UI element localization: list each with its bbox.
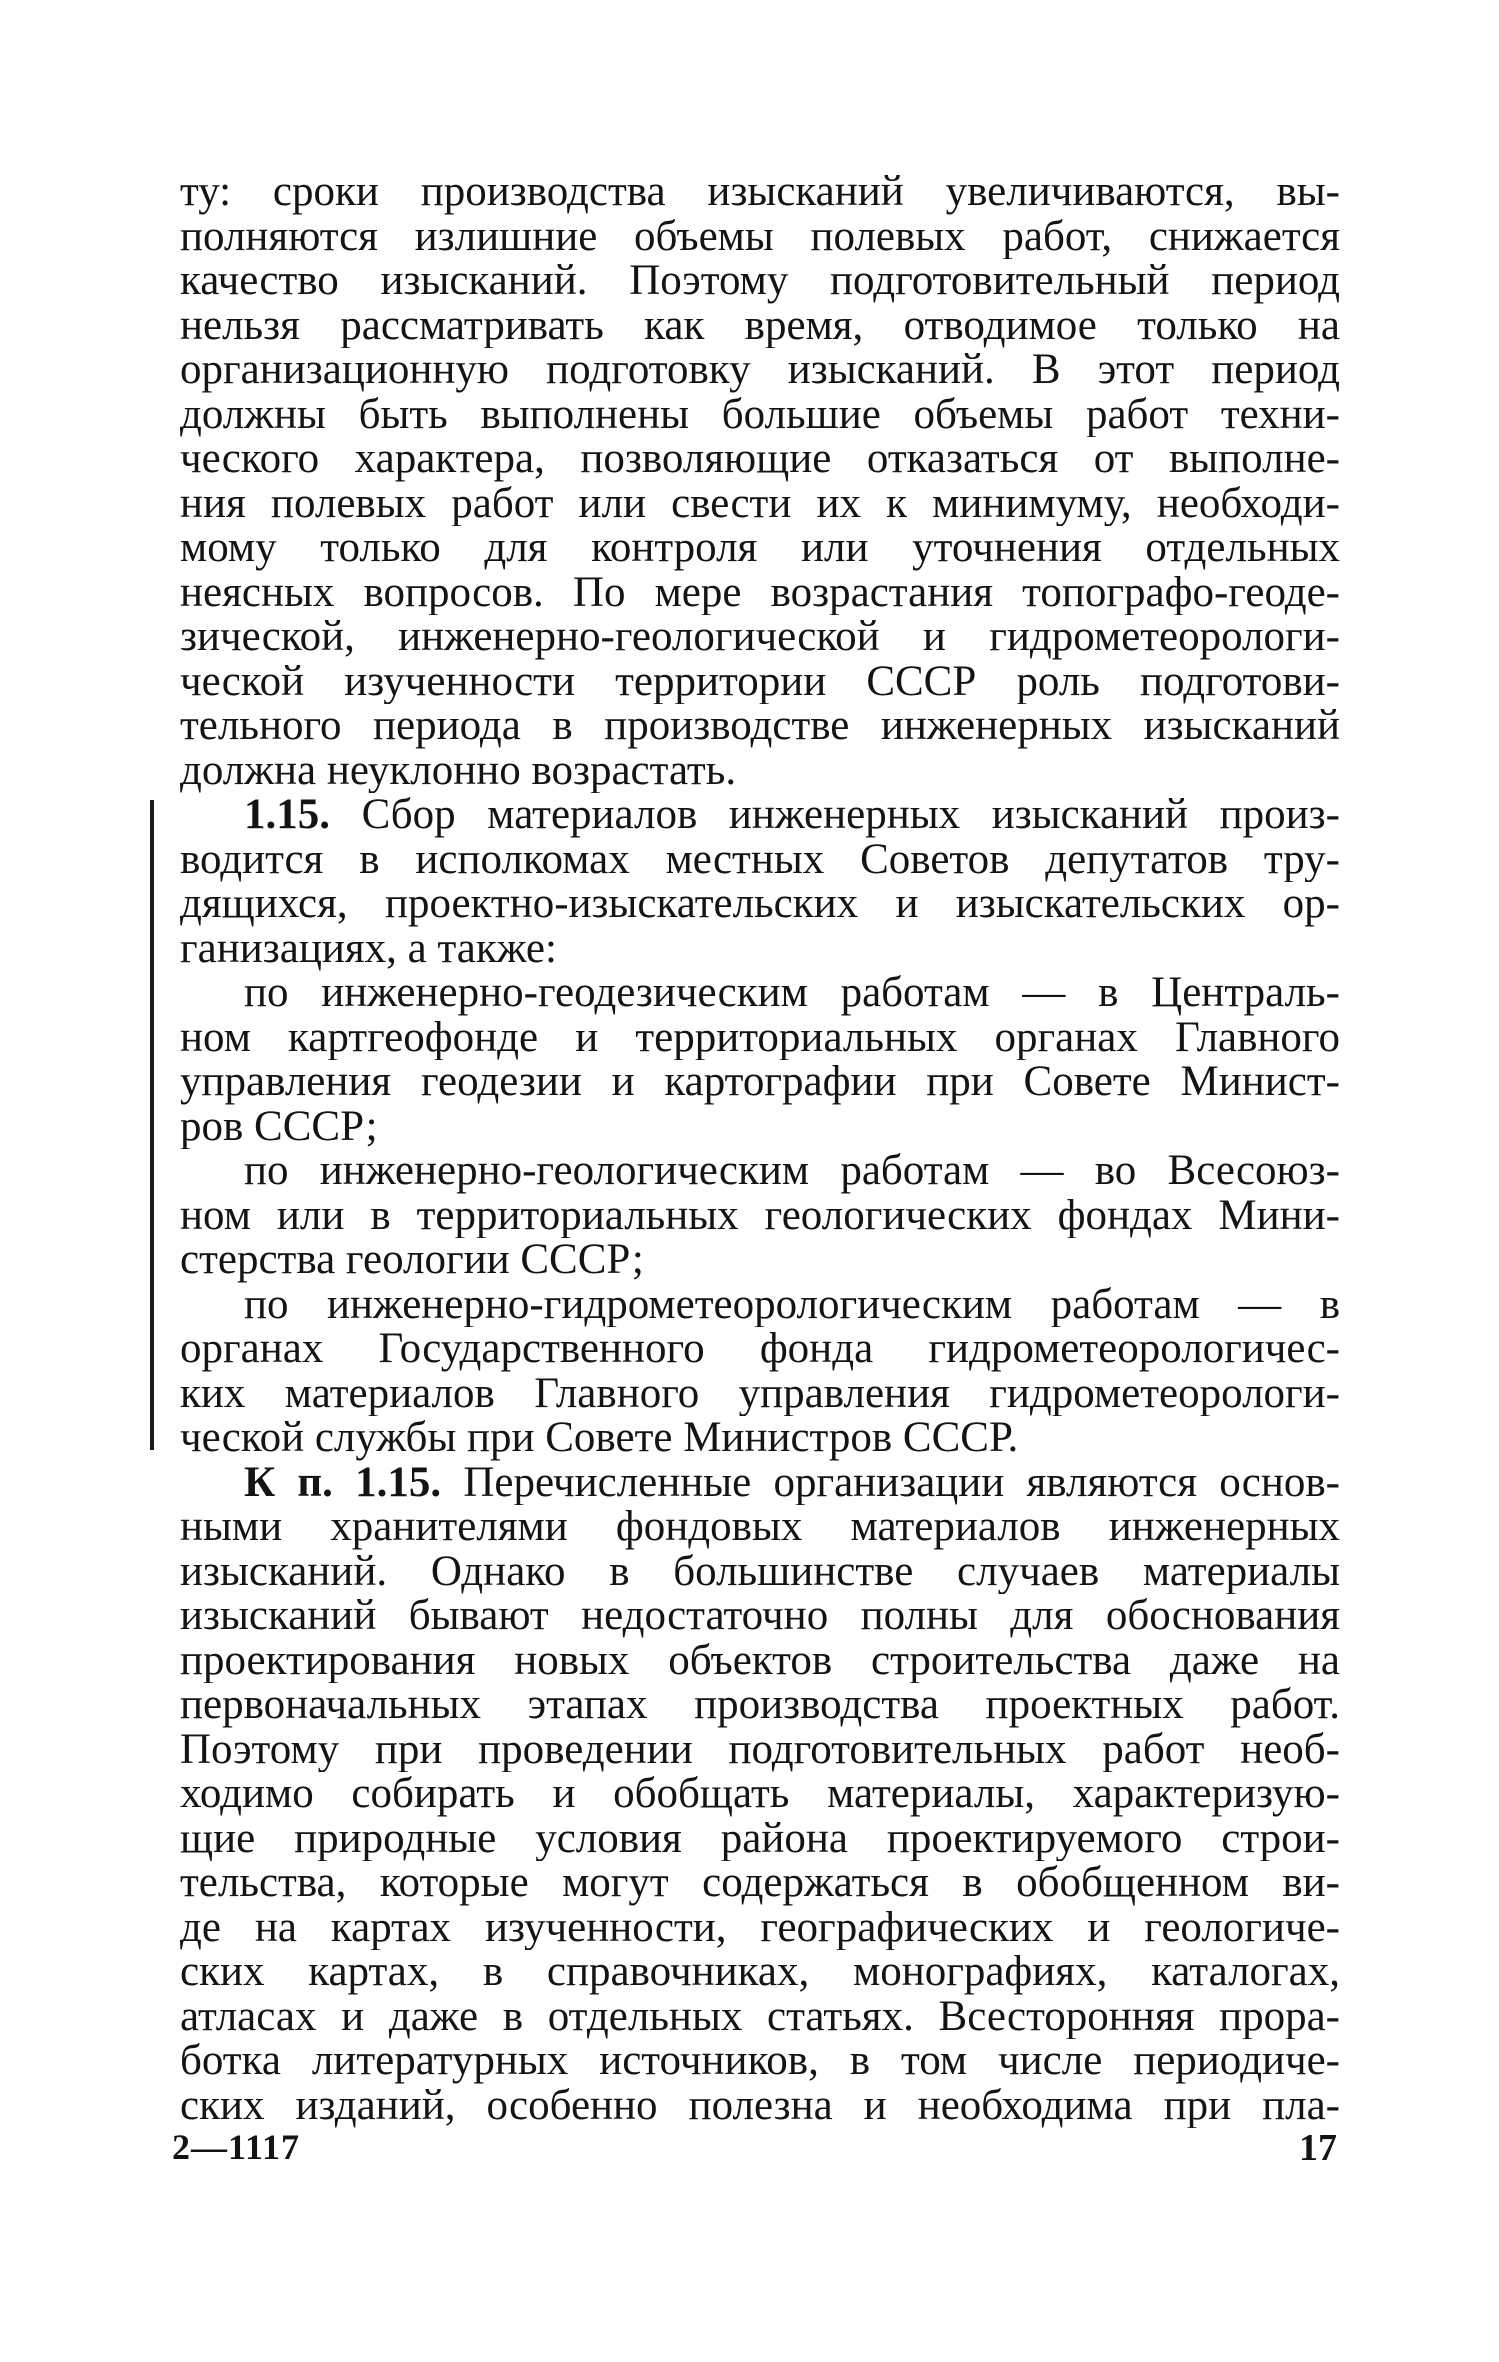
text-line: ными хранителями фондовых материалов инженерных	[180, 1505, 1340, 1550]
text-line: ния полевых работ или свести их к минимуму, необходи-	[180, 481, 1340, 526]
section-text: Сбор материалов инженерных изысканий произ-	[330, 793, 1340, 838]
text-line: первоначальных этапах производства проектных работ.	[180, 1683, 1340, 1728]
text-line: мому только для контроля или уточнения отдельных	[180, 526, 1340, 571]
list-item-hydromet: по инженерно-гидрометеорологическим работам — в	[244, 1282, 1340, 1327]
text-line: должна неуклонно возрастать.	[180, 748, 737, 793]
text-line: ходимо собирать и обобщать материалы, характеризую-	[180, 1772, 1340, 1817]
text-line: проектирования новых объектов строительства даже на	[180, 1638, 1340, 1683]
text-line: управления геодезии и картографии при Совете Минист-	[180, 1060, 1340, 1105]
text-line: ном картгеофонде и территориальных органах Главного	[180, 1015, 1340, 1060]
text-line: щие природные условия района проектируемого строи-	[180, 1816, 1340, 1861]
margin-change-bar	[150, 800, 154, 1450]
text-line: зической, инженерно-геологической и гидрометеорологи-	[180, 615, 1340, 660]
page-number: 17	[1299, 2127, 1337, 2169]
commentary-first-line	[180, 1461, 1340, 1506]
text-line: ческой изученности территории СССР роль подготови-	[180, 659, 1340, 704]
text-line: Поэтому при проведении подготовительных работ необ-	[180, 1727, 1340, 1772]
text-line: ту: сроки производства изысканий увеличиваются, вы-	[180, 170, 1340, 215]
text-line: ганизациях, а также:	[180, 926, 557, 971]
text-line: должны быть выполнены большие объемы работ техни-	[180, 392, 1340, 437]
text-line: органах Государственного фонда гидрометеорологичес-	[180, 1327, 1340, 1372]
list-item-geodetic: по инженерно-геодезическим работам — в Централь-	[244, 971, 1340, 1016]
text-line: дящихся, проектно-изыскательских и изыскательских ор-	[180, 882, 1340, 927]
text-line: ских изданий, особенно полезна и необходима при пла-	[180, 2083, 1340, 2128]
text-line: атласах и даже в отдельных статьях. Всесторонняя прора-	[180, 1994, 1340, 2039]
text-line: водится в исполкомах местных Советов депутатов тру-	[180, 837, 1340, 882]
printer-signature: 2—1117	[172, 2127, 301, 2167]
section-1-15-first-line	[180, 793, 1340, 838]
text-line: ческого характера, позволяющие отказаться от выполне-	[180, 437, 1340, 482]
text-line: полняются излишние объемы полевых работ, снижается	[180, 214, 1340, 259]
text-line: ров СССР;	[180, 1104, 378, 1149]
section-number: 1.15.	[244, 793, 330, 838]
text-line: ном или в территориальных геологических фондах Мини-	[180, 1193, 1340, 1238]
text-line: ских картах, в справочниках, монографиях, каталогах,	[180, 1950, 1340, 1995]
text-line: изысканий бывают недостаточно полны для обоснования	[180, 1594, 1340, 1639]
text-line: нельзя рассматривать как время, отводимое только на	[180, 303, 1340, 348]
text-line: тельного периода в производстве инженерных изысканий	[180, 704, 1340, 749]
text-line: стерства геологии СССР;	[180, 1238, 644, 1283]
list-item-geological: по инженерно-геологическим работам — во Всесоюз-	[244, 1149, 1340, 1194]
text-line: неясных вопросов. По мере возрастания топографо-геоде-	[180, 570, 1340, 615]
text-line: тельства, которые могут содержаться в обобщенном ви-	[180, 1861, 1340, 1906]
text-line: ких материалов Главного управления гидрометеорологи-	[180, 1371, 1340, 1416]
body-text	[180, 170, 1340, 2128]
text-line: де на картах изученности, географических и геологиче-	[180, 1905, 1340, 1950]
text-line: ческой службы при Совете Министров СССР.	[180, 1416, 1019, 1461]
text-line: ботка литературных источников, в том числе периодиче-	[180, 2039, 1340, 2084]
commentary-label: К п. 1.15.	[244, 1460, 442, 1505]
text-line: изысканий. Однако в большинстве случаев материалы	[180, 1549, 1340, 1594]
text-line: организационную подготовку изысканий. В этот период	[180, 348, 1340, 393]
commentary-text: Перечисленные организации являются основ-	[441, 1460, 1340, 1505]
text-line: качество изысканий. Поэтому подготовительный период	[180, 259, 1340, 304]
